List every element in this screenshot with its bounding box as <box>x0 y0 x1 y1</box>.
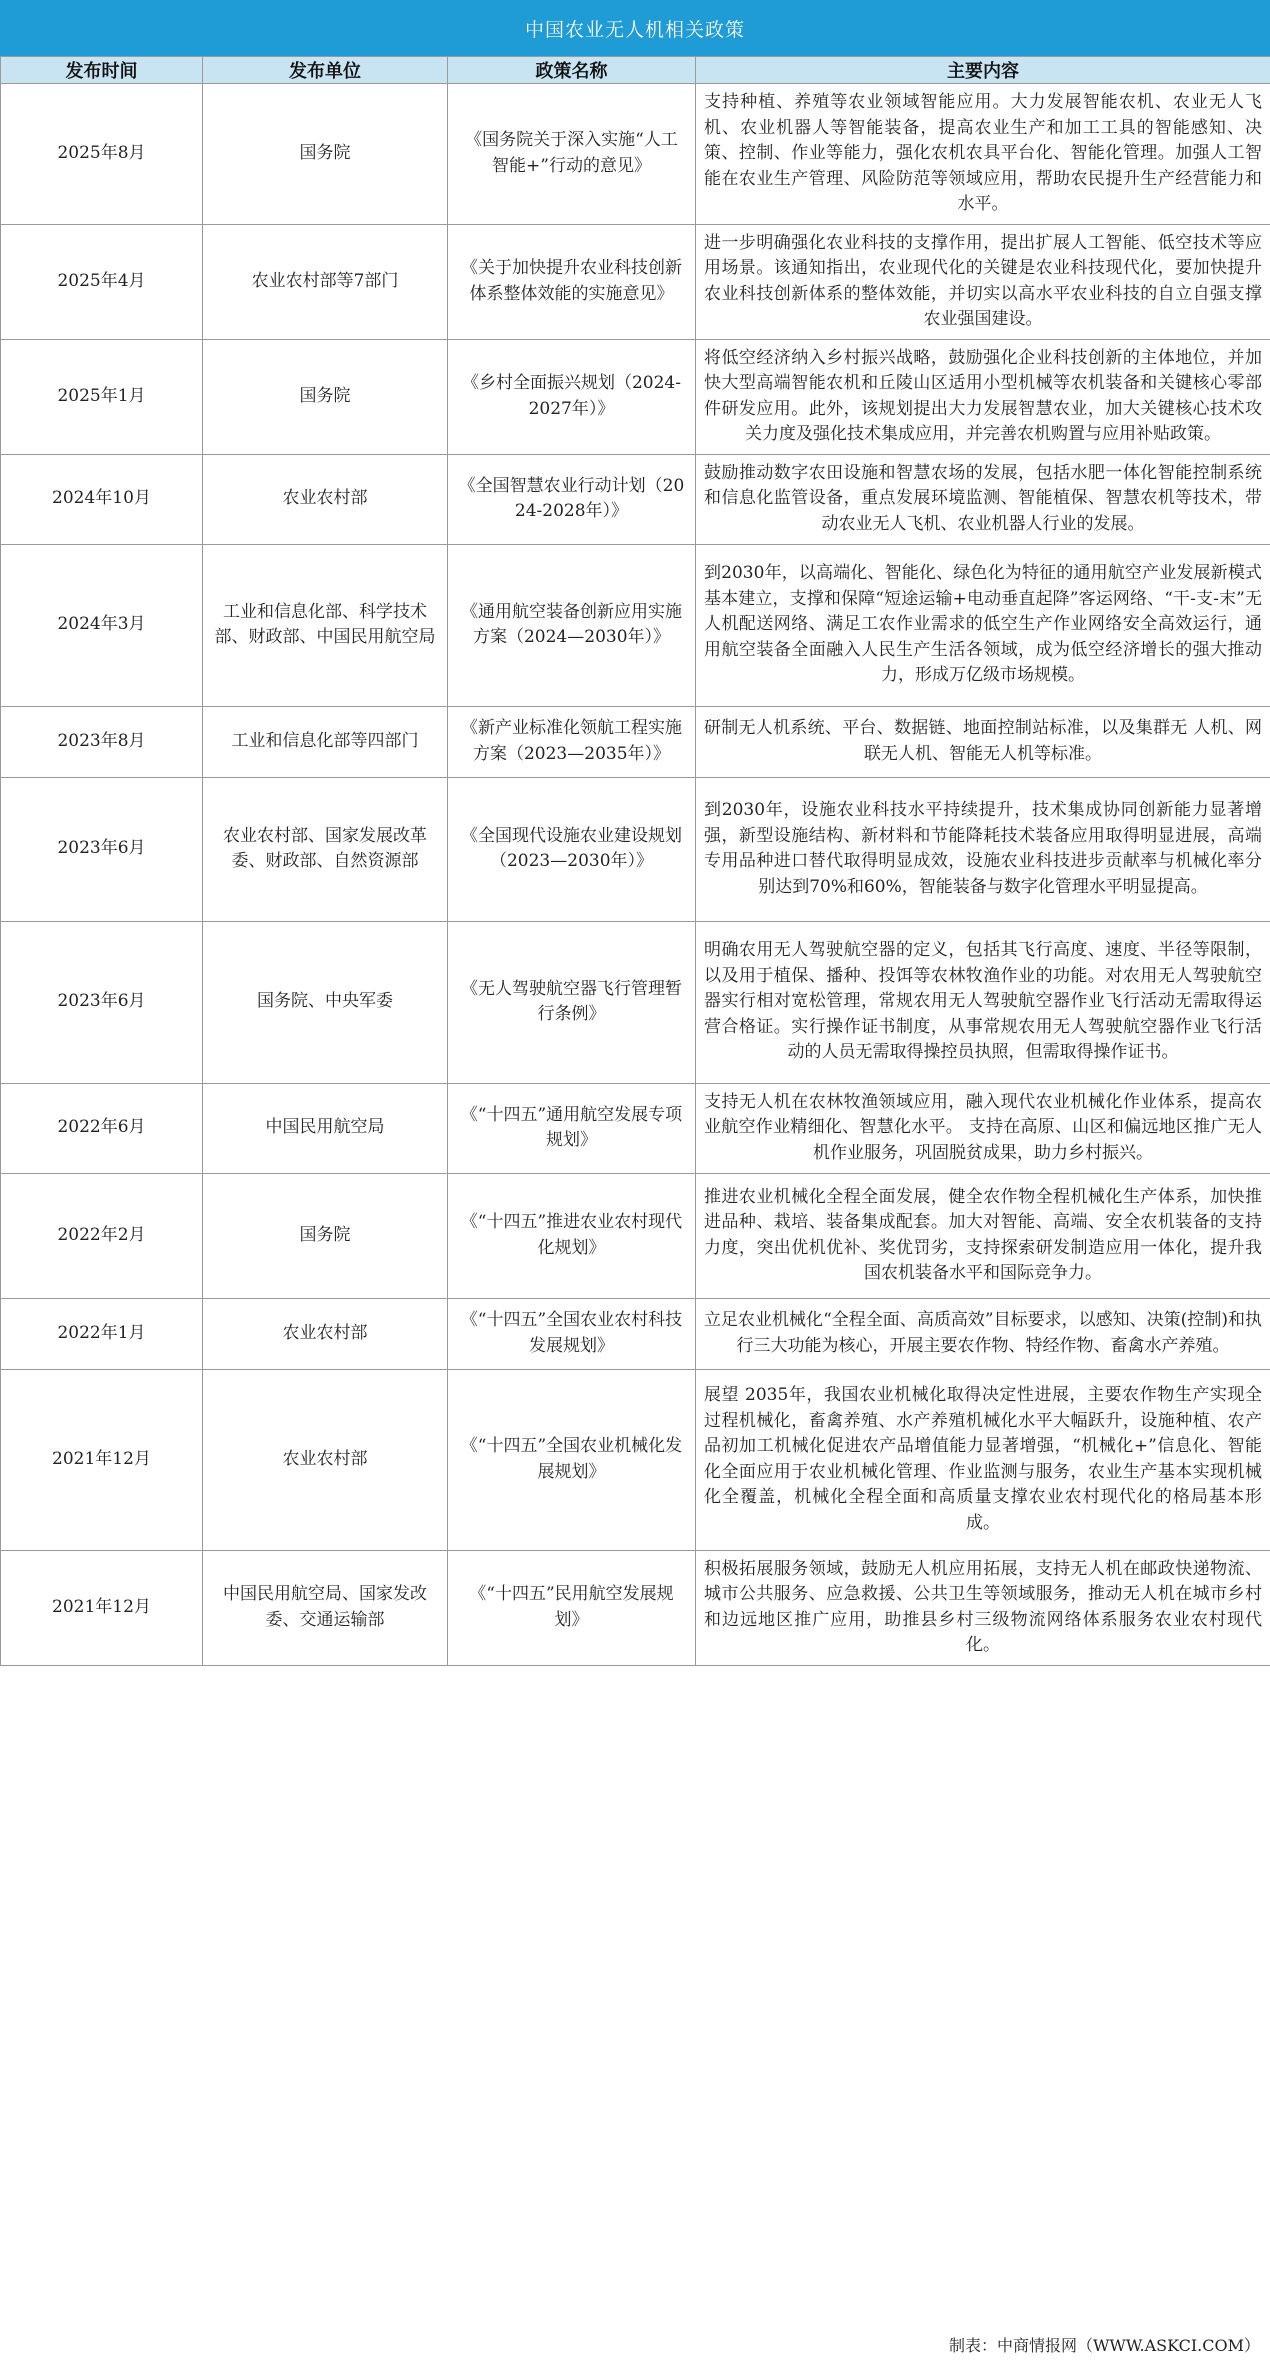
cell-time: 2025年4月 <box>1 224 203 339</box>
cell-time: 2022年2月 <box>1 1173 203 1298</box>
cell-time: 2025年8月 <box>1 84 203 225</box>
cell-content: 进一步明确强化农业科技的支撑作用，提出扩展人工智能、低空技术等应用场景。该通知指出，农业现代化的关键是农业科技现代化，要加快提升农业科技创新体系的整体效能，并切实以高水平农业科技的自立自强支撑农业强国建设。 <box>696 224 1270 339</box>
cell-policy-name: 《乡村全面振兴规划（2024-2027年）》 <box>448 339 696 454</box>
table-body <box>1 84 1270 1666</box>
cell-unit: 工业和信息化部、科学技术部、财政部、中国民用航空局 <box>203 544 448 706</box>
header-unit: 发布单位 <box>203 57 448 84</box>
cell-content: 支持种植、养殖等农业领域智能应用。大力发展智能农机、农业无人飞机、农业机器人等智能装备，提高农业生产和加工工具的智能感知、决策、控制、作业等能力，强化农机农具平台化、智能化管理。加强人工智能在农业生产管理、风险防范等领域应用，帮助农民提升生产经营能力和水平。 <box>696 84 1270 225</box>
cell-time: 2024年3月 <box>1 544 203 706</box>
cell-content: 研制无人机系统、平台、数据链、地面控制站标准，以及集群无 人机、网联无人机、智能无人机等标准。 <box>696 706 1270 777</box>
header-row <box>1 57 1270 84</box>
cell-unit: 农业农村部 <box>203 1369 448 1550</box>
cell-policy-name: 《关于加快提升农业科技创新体系整体效能的实施意见》 <box>448 224 696 339</box>
cell-time: 2022年1月 <box>1 1298 203 1369</box>
cell-unit: 国务院 <box>203 84 448 225</box>
cell-unit: 国务院 <box>203 339 448 454</box>
cell-unit: 农业农村部等7部门 <box>203 224 448 339</box>
cell-time: 2022年6月 <box>1 1083 203 1173</box>
cell-unit: 中国民用航空局 <box>203 1083 448 1173</box>
cell-policy-name: 《“十四五”通用航空发展专项规划》 <box>448 1083 696 1173</box>
cell-time: 2025年1月 <box>1 339 203 454</box>
cell-unit: 农业农村部 <box>203 454 448 544</box>
table-title: 中国农业无人机相关政策 <box>0 0 1270 56</box>
cell-content: 将低空经济纳入乡村振兴战略，鼓励强化企业科技创新的主体地位，并加快大型高端智能农机和丘陵山区适用小型机械等农机装备和关键核心零部件研发应用。此外，该规划提出大力发展智慧农业，加大关键核心技术攻关力度及强化技术集成应用，并完善农机购置与应用补贴政策。 <box>696 339 1270 454</box>
table-row <box>1 1173 1270 1298</box>
cell-unit: 农业农村部 <box>203 1298 448 1369</box>
cell-time: 2024年10月 <box>1 454 203 544</box>
table-row <box>1 706 1270 777</box>
table-row <box>1 777 1270 921</box>
cell-policy-name: 《“十四五”全国农业机械化发展规划》 <box>448 1369 696 1550</box>
source-note: 制表：中商情报网（WWW.ASKCI.COM） <box>948 2335 1260 2355</box>
cell-content: 明确农用无人驾驶航空器的定义，包括其飞行高度、速度、半径等限制，以及用于植保、播种、投饵等农林牧渔作业的功能。对农用无人驾驶航空器实行相对宽松管理，常规农用无人驾驶航空器作业飞行活动无需取得运营合格证。实行操作证书制度，从事常规农用无人驾驶航空器作业飞行活动的人员无需取得操控员执照，但需取得操作证书。 <box>696 921 1270 1083</box>
cell-content: 鼓励推动数字农田设施和智慧农场的发展，包括水肥一体化智能控制系统和信息化监管设备，重点发展环境监测、智能植保、智慧农机等技术，带动农业无人飞机、农业机器人行业的发展。 <box>696 454 1270 544</box>
table-row <box>1 339 1270 454</box>
header-content: 主要内容 <box>696 57 1270 84</box>
cell-content: 积极拓展服务领域，鼓励无人机应用拓展，支持无人机在邮政快递物流、城市公共服务、应急救援、公共卫生等领域服务，推动无人机在城市乡村和边远地区推广应用，助推县乡村三级物流网络体系服务农业农村现代化。 <box>696 1550 1270 1665</box>
cell-policy-name: 《全国智慧农业行动计划（2024-2028年）》 <box>448 454 696 544</box>
policy-table <box>0 56 1270 1666</box>
cell-unit: 中国民用航空局、国家发改委、交通运输部 <box>203 1550 448 1665</box>
table-row <box>1 1369 1270 1550</box>
cell-content: 到2030年，设施农业科技水平持续提升，技术集成协同创新能力显著增强，新型设施结构、新材料和节能降耗技术装备应用取得明显进展，高端专用品种进口替代取得明显成效，设施农业科技进步贡献率与机械化率分别达到70%和60%，智能装备与数字化管理水平明显提高。 <box>696 777 1270 921</box>
cell-policy-name: 《国务院关于深入实施“人工智能+”行动的意见》 <box>448 84 696 225</box>
cell-unit: 工业和信息化部等四部门 <box>203 706 448 777</box>
cell-time: 2023年8月 <box>1 706 203 777</box>
table-row <box>1 544 1270 706</box>
header-name: 政策名称 <box>448 57 696 84</box>
cell-policy-name: 《“十四五”推进农业农村现代化规划》 <box>448 1173 696 1298</box>
table-row <box>1 224 1270 339</box>
cell-policy-name: 《全国现代设施农业建设规划（2023—2030年）》 <box>448 777 696 921</box>
table-row <box>1 84 1270 225</box>
cell-content: 推进农业机械化全程全面发展，健全农作物全程机械化生产体系，加快推进品种、栽培、装备集成配套。加大对智能、高端、安全农机装备的支持力度，突出优机优补、奖优罚劣，支持探索研发制造应用一体化，提升我国农机装备水平和国际竞争力。 <box>696 1173 1270 1298</box>
cell-time: 2023年6月 <box>1 921 203 1083</box>
cell-policy-name: 《无人驾驶航空器飞行管理暂行条例》 <box>448 921 696 1083</box>
table-row <box>1 454 1270 544</box>
table-row <box>1 1550 1270 1665</box>
cell-time: 2021年12月 <box>1 1369 203 1550</box>
cell-unit: 国务院、中央军委 <box>203 921 448 1083</box>
cell-policy-name: 《“十四五”民用航空发展规划》 <box>448 1550 696 1665</box>
cell-policy-name: 《新产业标准化领航工程实施方案（2023—2035年）》 <box>448 706 696 777</box>
cell-unit: 农业农村部、国家发展改革委、财政部、自然资源部 <box>203 777 448 921</box>
cell-unit: 国务院 <box>203 1173 448 1298</box>
cell-time: 2023年6月 <box>1 777 203 921</box>
cell-content: 支持无人机在农林牧渔领域应用，融入现代农业机械化作业体系，提高农业航空作业精细化、智慧化水平。 支持在高原、山区和偏远地区推广无人机作业服务，巩固脱贫成果，助力乡村振兴。 <box>696 1083 1270 1173</box>
cell-content: 展望 2035年，我国农业机械化取得决定性进展，主要农作物生产实现全过程机械化，畜禽养殖、水产养殖机械化水平大幅跃升，设施种植、农产品初加工机械化促进农产品增值能力显著增强，“机械化+”信息化、智能化全面应用于农业机械化管理、作业监测与服务，农业生产基本实现机械化全覆盖，机械化全程全面和高质量支撑农业农村现代化的格局基本形成。 <box>696 1369 1270 1550</box>
cell-policy-name: 《“十四五”全国农业农村科技发展规划》 <box>448 1298 696 1369</box>
table-row <box>1 1298 1270 1369</box>
table-row <box>1 1083 1270 1173</box>
cell-content: 立足农业机械化“全程全面、高质高效”目标要求，以感知、决策(控制)和执行三大功能为核心，开展主要农作物、特经作物、畜禽水产养殖。 <box>696 1298 1270 1369</box>
cell-time: 2021年12月 <box>1 1550 203 1665</box>
header-time: 发布时间 <box>1 57 203 84</box>
cell-content: 到2030年，以高端化、智能化、绿色化为特征的通用航空产业发展新模式基本建立，支撑和保障“短途运输+电动垂直起降”客运网络、“干-支-末”无人机配送网络、满足工农作业需求的低空生产作业网络安全高效运行，通用航空装备全面融入人民生产生活各领域，成为低空经济增长的强大推动力，形成万亿级市场规模。 <box>696 544 1270 706</box>
cell-policy-name: 《通用航空装备创新应用实施方案（2024—2030年）》 <box>448 544 696 706</box>
table-row <box>1 921 1270 1083</box>
